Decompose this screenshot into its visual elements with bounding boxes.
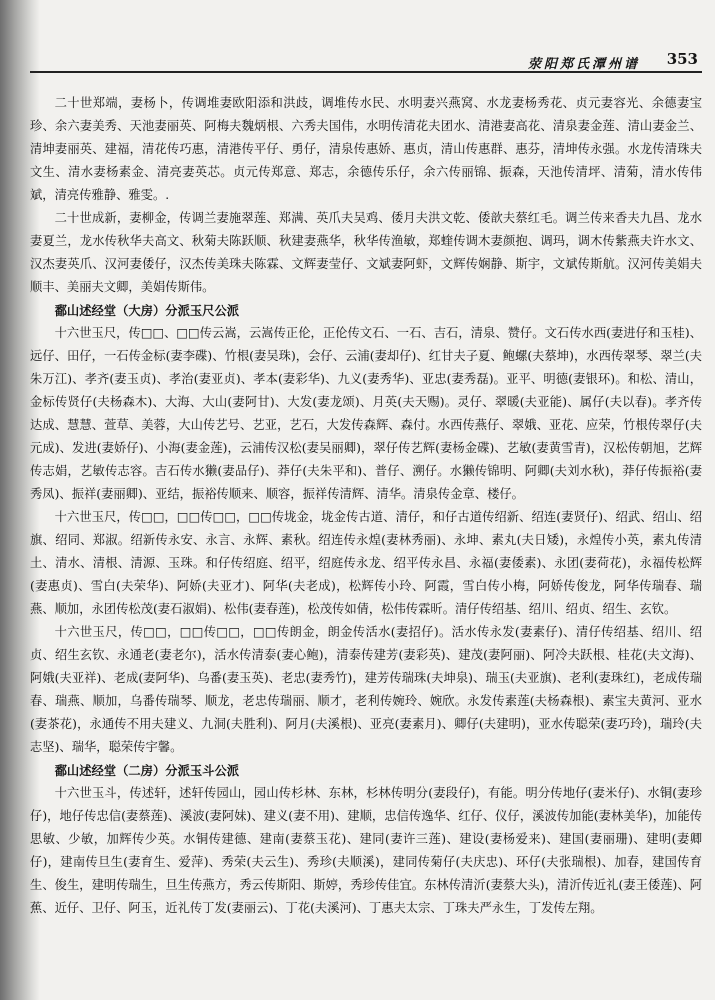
paragraph: 十六世玉斗，传述轩，述轩传园山，园山传杉林、东林，杉林传明分(妻段仔)，有能。明分传地仔(妻米仔)、水铜(妻珍仔)，地仔传忠信(妻蔡莲)、溪波(妻阿妹)、建义(妻不用)、建顺，忠信传逸华、红仔、仪仔，溪波传加能(妻林美华)，加能传思敏、少敏，加辉传少英。水铜传建德、建南(妻蔡玉花)、建同(妻许三莲)、建设(妻杨爱来)、建国(妻丽珊)、建明(妻卿仔)，建南传旦生(妻育生、爱萍)、秀荣(夫云生)、秀珍(夫顺溪)，建同传菊仔(夫庆忠)、环仔(夫张瑞根)、加春，建国传育生、俊生，建明传瑞生，旦生传燕方，秀云传斯阳、斯婷，秀珍传佳宜。东林传清沂(妻蔡大头)，清沂传近礼(妻王倭莲)、阿蕉、近仔、卫仔、阿玉，近礼传丁发(妻丽云)、丁花(夫溪河)、丁惠夫太宗、丁珠夫严永生，丁发传左翔。 <box>30 786 702 915</box>
paragraph: 十六世玉尺，传□□，□□传□□，□□传朗金，朗金传活水(妻招仔)。活水传永发(妻素仔)、清仔传绍基、绍川、绍贞、绍生玄钦、永通老(妻老尔)，活水传清泰(妻心鲍)，清泰传建芳(妻彩英)、建茂(妻阿丽)、阿冷夫跃根、桂花(夫文海)、阿娥(夫亚祥)、老成(妻阿华)、乌番(妻玉英)、老忠(妻秀竹)，建芳传瑞珠(夫坤泉)、瑞玉(夫亚旗)、老利(妻珠红)，老成传瑞春、瑞燕、顺加，乌番传瑞琴、顺龙，老忠传瑞丽、顺才，老利传婉玲、婉欣。永发传素莲(夫杨森根)、素宝夫黄河、亚水(妻茶花)，永通传不用夫建义、九洞(夫胜利)、阿月(夫溪根)、亚亮(妻素月)、卿仔(夫建明)，亚水传聪荣(妻巧玲)，瑞玲(夫志坚)、瑞华，聪荣传宇馨。 <box>30 625 702 754</box>
running-title: 荥阳郑氏潭州谱 <box>527 57 640 72</box>
paragraph: 二十世郑端，妻杨卜，传调堆妻欧阳添和洪歧，调堆传水民、水明妻兴燕窝、水龙妻杨秀花、贞元妻容光、余德妻宝珍、余六妻美秀、天池妻丽英、阿梅夫魏炳根、六秀夫国伟，水明传清花夫团水、清港妻高花、清泉妻金莲、清山妻金兰、清坤妻丽英、建福，清花传巧惠，清港传平仔、勇仔，清泉传惠娇、惠贞，清山传惠群、惠芬，清坤传永强。水龙传清珠夫文生、清水妻杨素金、清亮妻英芯。贞元传郑意、郑志，余德传乐仔，余六传丽锦、振森，天池传清坪、清菊，清水传伟斌，清亮传雅静、雅雯。. <box>30 96 702 202</box>
paragraph: 二十世成新，妻柳金，传调兰妻施翠莲、郑满、英爪夫吴鸡、倭月夫洪文乾、倭歆夫蔡红毛。调兰传来香夫九昌、龙水妻夏兰，龙水传秋华夫高文、秋菊夫陈跃顺、秋建妻燕华，秋华传渔敏，郑蝰传调木妻颜抱、调玛，调木传紫燕夫许水文、汉杰妻英爪、汉河妻倭仔，汉杰传美珠夫陈霖、文辉妻莹仔、文斌妻阿虾，文辉传娴静、斯宇，文斌传斯航。汉河传美娟夫顺丰、美丽夫文卿，美娟传斯伟。 <box>30 211 702 294</box>
section-heading: 鄱山述经堂（二房）分派玉斗公派 <box>54 763 240 778</box>
header-rule <box>30 71 702 73</box>
paragraph: 十六世玉尺，传□□，□□传□□，□□传垅金，垅金传古道、清仔，和仔古道传绍新、绍连(妻贤仔)、绍武、绍山、绍旗、绍同、郑淑。绍新传永安、永言、永辉、素秋。绍连传永煌(妻林秀丽)、永坤、素丸(夫日矮)，永煌传小英，素丸传清土、清水、清根、清源、玉珠。和仔传绍庭、绍平，绍庭传永龙、绍平传永昌、永福(妻倭素)、永团(妻荷花)，永福传松辉(妻惠贞)、雪白(夫荣华)、阿娇(夫亚才)、阿华(夫老成)，松辉传小玲、阿霞，雪白传小梅，阿娇传俊龙，阿华传瑞春、瑞燕、顺加，永团传松茂(妻石淑娟)、松伟(妻春莲)，松茂传如倩，松伟传霖昕。清仔传绍基、绍川、绍贞、绍生、玄钦。 <box>30 510 702 616</box>
page-body <box>30 92 702 920</box>
page-number: 353 <box>666 50 698 68</box>
paragraph: 十六世玉尺，传□□、□□传云嵩，云嵩传正伦，正伦传文石、一石、吉石，清泉、赞仔。文石传水西(妻进仔和玉桂)、远仔、田仔，一石传金标(妻李碟)、竹根(妻吴珠)，会仔、云浦(妻却仔)、红甘夫子夏、鲍螺(夫蔡坤)，水西传翠琴、翠兰(夫朱万江)、孝齐(妻玉贞)、孝治(妻亚贞)、孝本(妻彩华)、九义(妻秀华)、亚忠(妻秀磊)。亚平、明德(妻银环)。和松、清山，金标传贤仔(夫杨森木)、大海、大山(妻阿甘)、大发(妻龙颂)、月英(夫天赐)。灵仔、翠暖(夫亚能)、属仔(夫以春)。孝齐传达成、慧慧、萱草、美蓉，大山传艺号、艺亚，艺石，大发传森辉、森付。水西传燕仔、翠娥、亚花、应荣，竹根传翠仔(夫元成)、发进(妻娇仔)、小海(妻金莲)，云浦传汉松(妻吴丽卿)，翠仔传艺辉(妻杨金碟)、艺敏(妻黄雪青)，汉松传朝旭，艺辉传志娟，艺敏传志容。吉石传水獭(妻品仔)、莽仔(夫朱平和)、普仔、溯仔。水獭传锦明、阿卿(夫刘水秋)，莽仔传振裕(妻秀凤)、振祥(妻丽卿)、亚结，振裕传顺来、顺容，振祥传清辉、清华。清泉传金章、楼仔。 <box>30 326 702 501</box>
section-heading: 鄱山述经堂（大房）分派玉尺公派 <box>54 303 240 318</box>
book-page <box>18 0 708 1000</box>
page-header <box>30 50 702 72</box>
